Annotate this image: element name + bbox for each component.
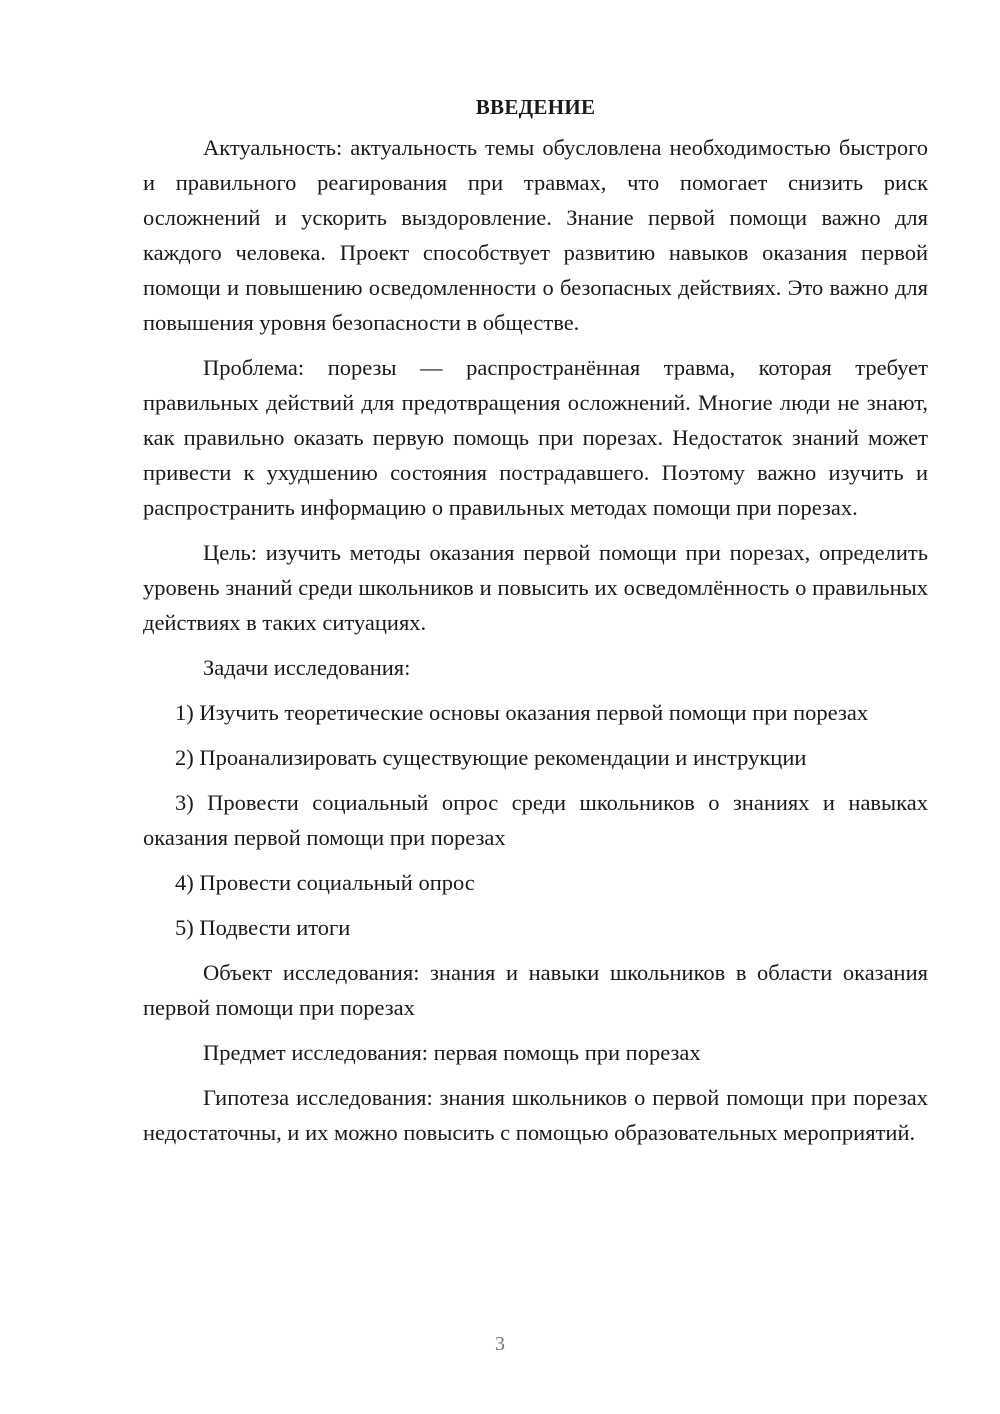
list-item: 2) Проанализировать существующие рекомендации и инструкции bbox=[175, 745, 807, 770]
list-item: 1) Изучить теоретические основы оказания первой помощи при порезах bbox=[175, 700, 869, 725]
list-item: 3) Провести социальный опрос среди школьников о знаниях и навыках оказания первой помощи при порезах bbox=[143, 790, 928, 850]
document-page bbox=[143, 92, 928, 1160]
tasks-list bbox=[143, 695, 928, 945]
page-title: ВВЕДЕНИЕ bbox=[475, 95, 596, 119]
object-paragraph: Объект исследования: знания и навыки школьников в области оказания первой помощи при порезах bbox=[143, 960, 928, 1020]
list-item: 5) Подвести итоги bbox=[175, 915, 351, 940]
tasks-heading: Задачи исследования: bbox=[203, 655, 411, 680]
page-number: 3 bbox=[495, 1333, 505, 1355]
problem-paragraph: Проблема: порезы — распространённая травма, которая требует правильных действий для предотвращения осложнений. Многие люди не знают, как правильно оказать первую помощь при порезах. Недостаток знаний может привести к ухудшению состояния пострадавшего. Поэтому важно изучить и распространить информацию о правильных методах помощи при порезах. bbox=[143, 355, 928, 520]
hypothesis-paragraph: Гипотеза исследования: знания школьников о первой помощи при порезах недостаточны, и их можно повысить с помощью образовательных мероприятий. bbox=[143, 1085, 928, 1145]
goal-paragraph: Цель: изучить методы оказания первой помощи при порезах, определить уровень знаний среди школьников и повысить их осведомлённость о правильных действиях в таких ситуациях. bbox=[143, 540, 928, 635]
subject-paragraph: Предмет исследования: первая помощь при порезах bbox=[203, 1040, 701, 1065]
list-item: 4) Провести социальный опрос bbox=[175, 870, 475, 895]
relevance-paragraph: Актуальность: актуальность темы обусловлена необходимостью быстрого и правильного реагирования при травмах, что помогает снизить риск осложнений и ускорить выздоровление. Знание первой помощи важно для каждого человека. Проект способствует развитию навыков оказания первой помощи и повышению осведомленности о безопасных действиях. Это важно для повышения уровня безопасности в обществе. bbox=[143, 135, 928, 335]
